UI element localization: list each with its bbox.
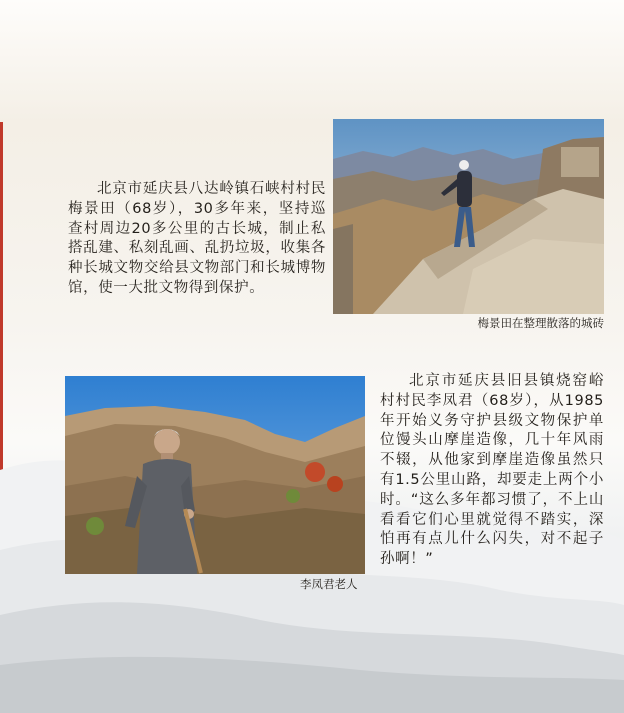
article-paragraph-2: 北京市延庆县旧县镇烧窑峪村村民李凤君（68岁），从1985年开始义务守护县级文物保护单位馒头山摩崖造像，几十年风雨不辍，从他家到摩崖造像虽然只有1.5公里山路，却要走上两个小时。“这么多年都习惯了，不上山看看它们心里就觉得不踏实，深怕再有点儿什么闪失，对不起子孙啊！” bbox=[380, 373, 604, 568]
photo-2-caption: 李凤君老人 bbox=[300, 577, 358, 591]
photo-great-wall-man bbox=[333, 119, 604, 314]
header-band bbox=[0, 0, 624, 122]
photo-1-caption: 梅景田在整理散落的城砖 bbox=[477, 316, 604, 330]
photo-old-man-mountain bbox=[65, 376, 365, 574]
article-paragraph-1: 北京市延庆县八达岭镇石峡村村民梅景田（68岁），30多年来，坚持巡查村周边20多公里的古长城，制止私搭乱建、私刻乱画、乱扔垃圾，收集各种长城文物交给县文物部门和长城博物馆，使一大批文物得到保护。 bbox=[68, 181, 326, 296]
